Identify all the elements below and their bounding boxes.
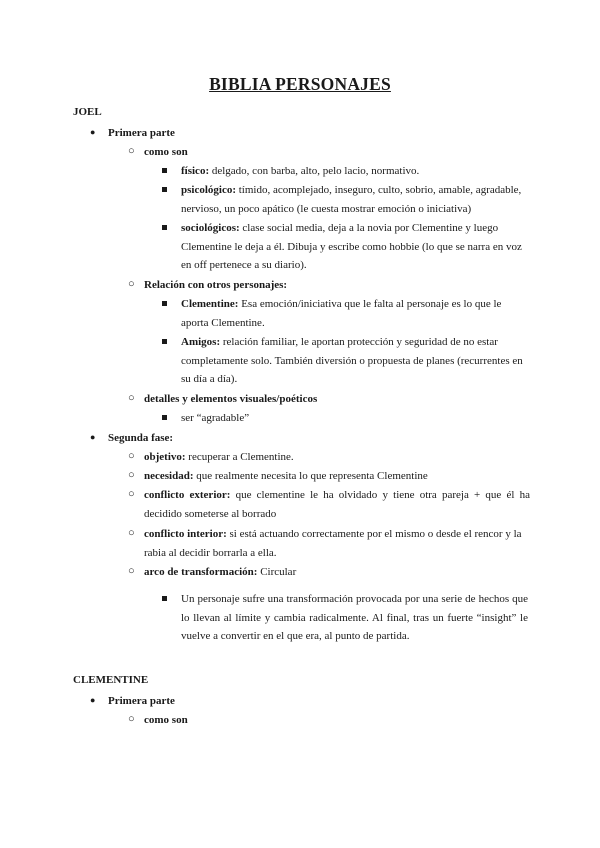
bullet-circle-icon: ○ [128,488,135,500]
field-text: recuperar a Clementine. [185,451,294,463]
bullet-square-icon [162,409,181,423]
list-item-segunda-fase [90,429,173,448]
page-title: BIBLIA PERSONAJES [209,74,391,94]
bullet-circle-icon: ○ [128,145,135,157]
list-item-label: como son [144,146,188,158]
field-label: conflicto interior: [144,528,227,540]
field-label: Amigos: [181,336,221,348]
section-heading-clementine: CLEMENTINE [73,674,149,686]
field-text: ser “agradable” [181,412,250,424]
field-text: tímido, acomplejado, inseguro, culto, sobrio, amable, agradable, nervioso, un poco apático (le cuesta mostrar emoción o iniciativa) [181,184,522,215]
field-text: que realmente necesita lo que representa Clementine [193,470,428,482]
list-item-fisico [162,162,522,181]
bullet-disc-icon: ● [90,695,96,705]
field-text: relación familiar, le aportan protección y seguridad de no estar completamente solo. También diversión o propuesta de planes (recurrentes en su día a día). [181,336,523,385]
field-text: Esa emoción/iniciativa que le falta al personaje es lo que le aporta Clementine. [181,298,502,329]
list-item-label: Primera parte [108,695,175,707]
list-item-label: como son [144,714,188,726]
field-label: objetivo: [144,451,186,463]
list-item-amigos [162,333,530,389]
field-label: arco de transformación: [144,566,258,578]
field-label: Clementine: [181,298,239,310]
bullet-square-icon [162,295,181,309]
list-item-agradable [162,409,249,428]
field-label: psicológico: [181,184,236,196]
field-text: clase social media, deja a la novia por Clementine y luego Clementine le deja a él. Dibuja y escribe como hobbie (lo que se narra en voz en off pertenece a su diario). [181,222,522,271]
list-item-como-son [128,143,188,162]
list-item-detalles [128,390,317,409]
list-item-label: Relación con otros personajes: [144,279,288,291]
bullet-circle-icon: ○ [128,392,135,404]
field-label: físico: [181,165,210,177]
list-item-objetivo [128,448,294,467]
field-label: conflicto exterior: [144,489,231,501]
list-item-necesidad [128,467,428,486]
list-item-primera-parte [90,692,175,711]
field-text: delgado, con barba, alto, pelo lacio, normativo. [209,165,420,177]
list-item-label: detalles y elementos visuales/poéticos [144,393,318,405]
bullet-square-icon [162,219,181,233]
list-item-label: Primera parte [108,127,175,139]
field-text: que clementine le ha olvidado y tiene otra pareja + que él ha decidido someterse al borrado [144,489,531,520]
field-label: necesidad: [144,470,194,482]
bullet-square-icon [162,333,181,347]
field-text: Circular [257,566,297,578]
bullet-square-icon [162,181,181,195]
bullet-disc-icon: ● [90,432,96,442]
list-item-arco-description [162,590,528,646]
field-text: Un personaje sufre una transformación provocada por una serie de hechos que lo llevan al límite y cambia radicalmente. Al final, tras un fuerte “insight” le vuelve a convertir en el que era, al punto de partida. [181,593,528,642]
bullet-circle-icon: ○ [128,450,135,462]
section-heading-joel: JOEL [73,106,102,118]
list-item-conflicto-exterior [128,486,530,523]
bullet-circle-icon: ○ [128,527,135,539]
list-item-primera-parte [90,124,175,143]
field-text: si está actuando correctamente por el mismo o desde el rencor y la rabia al decidir borrarla a ella. [144,528,522,559]
bullet-square-icon [162,590,181,604]
bullet-circle-icon: ○ [128,278,135,290]
field-label: sociológicos: [181,222,240,234]
bullet-disc-icon: ● [90,127,96,137]
bullet-circle-icon: ○ [128,565,135,577]
bullet-square-icon [162,162,181,176]
bullet-circle-icon: ○ [128,713,135,725]
list-item-conflicto-interior [128,525,530,562]
list-item-arco [128,563,296,582]
list-item-label: Segunda fase: [108,432,174,444]
list-item-psicologico [162,181,532,218]
list-item-relacion [128,276,287,295]
list-item-como-son [128,711,188,730]
list-item-clementine-relation [162,295,522,332]
list-item-sociologicos [162,219,530,275]
bullet-circle-icon: ○ [128,469,135,481]
